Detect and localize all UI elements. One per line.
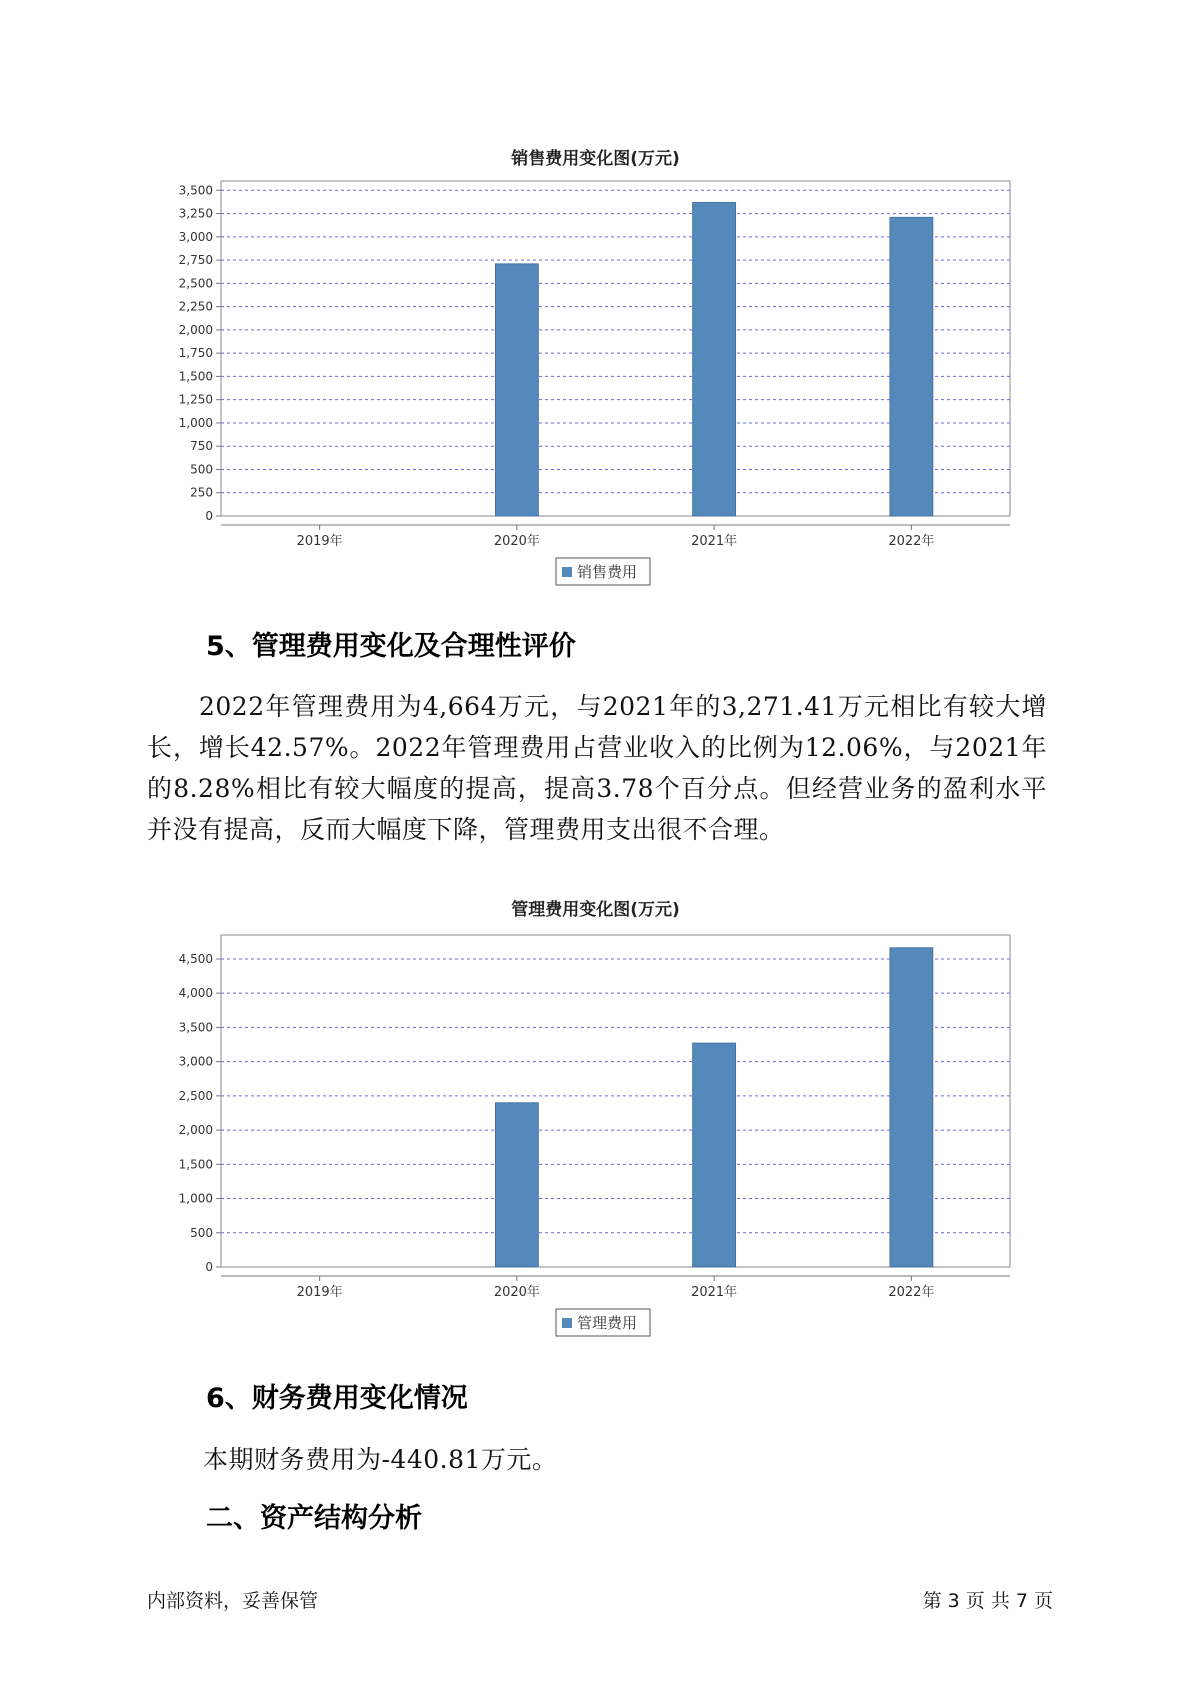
y-tick-label: 500 (190, 462, 213, 477)
y-tick-label: 250 (190, 485, 213, 500)
y-tick-label: 3,250 (178, 206, 213, 221)
legend-swatch (562, 1318, 572, 1328)
legend-label: 管理费用 (577, 1314, 638, 1332)
y-tick-label: 3,000 (178, 1054, 213, 1069)
x-tick-label: 2020年 (493, 1285, 540, 1300)
y-tick-label: 1,500 (178, 1157, 213, 1172)
chart-title-admin: 管理费用变化图(万元) (511, 900, 680, 920)
footer-page-number: 第 3 页 共 7 页 (922, 1590, 1053, 1612)
x-tick-label: 2022年 (888, 1285, 935, 1300)
y-tick-label: 2,750 (178, 253, 213, 268)
bar (693, 1043, 736, 1267)
y-tick-label: 0 (205, 1260, 213, 1274)
legend-label: 销售费用 (577, 563, 638, 581)
y-tick-label: 2,000 (178, 1123, 213, 1138)
y-tick-label: 3,500 (178, 1020, 213, 1035)
y-tick-label: 2,500 (178, 1088, 213, 1103)
y-tick-label: 3,000 (178, 229, 213, 244)
asset-structure-heading: 二、资产结构分析 (206, 1503, 422, 1534)
x-tick-label: 2019年 (296, 534, 343, 549)
y-tick-label: 3,500 (178, 183, 213, 198)
y-tick-label: 2,250 (178, 299, 213, 314)
x-tick-label: 2022年 (888, 534, 935, 549)
section-5-paragraph: 2022年管理费用为4,664万元，与2021年的3,271.41万元相比有较大增长，增长42.57%。2022年管理费用占营业收入的比例为12.06%，与2021年的8.28%相比有较大幅度的提高，提高3.78个百分点。但经营业务的盈利水平并没有提高，反而大幅度下降，管理费用支出很不合理。 (147, 692, 1047, 844)
y-tick-label: 500 (190, 1225, 213, 1240)
y-tick-label: 0 (205, 509, 213, 523)
y-tick-label: 750 (190, 439, 213, 454)
chart-title-sales: 销售费用变化图(万元) (511, 149, 680, 169)
y-tick-label: 1,750 (178, 346, 213, 361)
y-tick-label: 1,250 (178, 392, 213, 407)
y-tick-label: 1,000 (178, 1191, 213, 1206)
bar (495, 1103, 538, 1267)
x-tick-label: 2021年 (691, 1285, 738, 1300)
y-tick-label: 2,000 (178, 322, 213, 337)
section-6-paragraph: 本期财务费用为-440.81万元。 (203, 1445, 558, 1474)
y-tick-label: 4,500 (178, 951, 213, 966)
y-tick-label: 2,500 (178, 276, 213, 291)
x-tick-label: 2021年 (691, 534, 738, 549)
bar (890, 948, 933, 1267)
section-5-heading: 5、管理费用变化及合理性评价 (206, 631, 576, 662)
x-tick-label: 2019年 (296, 1285, 343, 1300)
y-tick-label: 1,500 (178, 369, 213, 384)
y-tick-label: 4,000 (178, 986, 213, 1001)
section-6-heading: 6、财务费用变化情况 (206, 1383, 468, 1414)
footer-confidential-note: 内部资料，妥善保管 (147, 1590, 319, 1612)
x-tick-label: 2020年 (493, 534, 540, 549)
y-tick-label: 1,000 (178, 415, 213, 430)
